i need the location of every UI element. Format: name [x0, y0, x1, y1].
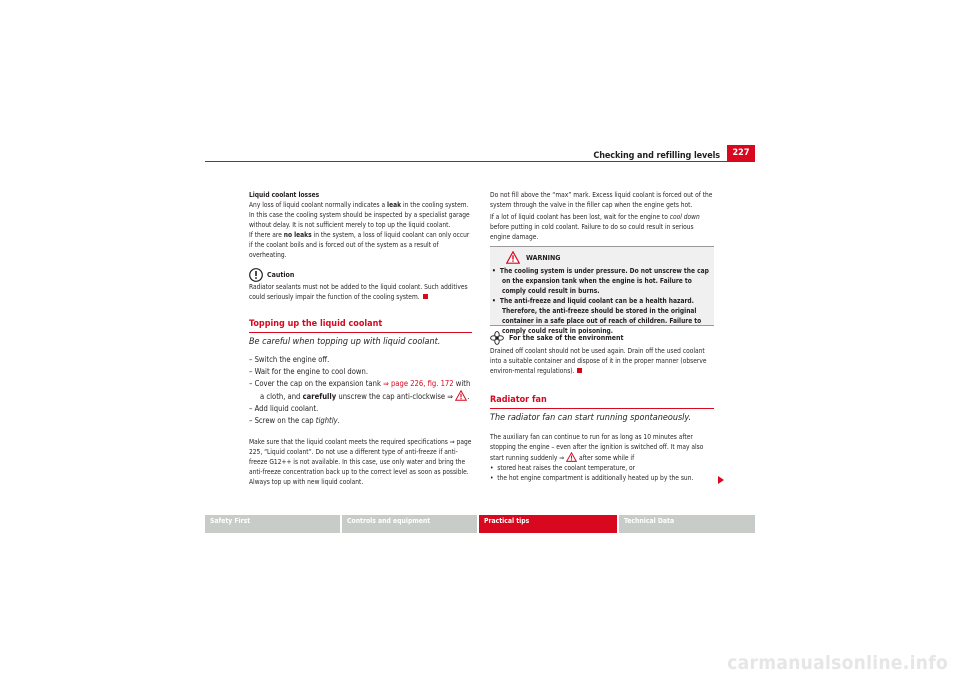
footer-tab-controls-and-equipment[interactable]: Controls and equipment: [342, 515, 477, 533]
warning-triangle-icon: [506, 251, 520, 264]
coolant-lost-paragraph: If a lot of liquid coolant has been lost, wait for the engine to cool down before putting in cold coolant. Failure to do so could result in serious engine damage.: [490, 213, 700, 241]
page-number: 227: [727, 145, 755, 162]
end-of-section-icon: [577, 368, 582, 373]
topping-title: Topping up the liquid coolant: [249, 319, 383, 329]
footer-tab-safety-first[interactable]: Safety First: [205, 515, 340, 533]
caution-label: Caution: [267, 271, 295, 279]
fan-title-rule: [490, 408, 714, 409]
topping-section: [249, 319, 472, 348]
topping-subtitle: Be careful when topping up with liquid coolant.: [249, 337, 441, 347]
header-divider: [205, 161, 755, 162]
leaks-heading: Liquid coolant losses: [249, 191, 320, 199]
warning-box: [490, 246, 714, 335]
step-switch-off: – Switch the engine off.: [249, 355, 330, 364]
step-screw-cap: – Screw on the cap tightly.: [249, 416, 340, 425]
fan-section: [490, 395, 714, 424]
new-coolant-paragraph: Always top up with new liquid coolant.: [249, 478, 364, 486]
warning-triangle-icon: [566, 452, 577, 462]
right-column: [490, 190, 714, 242]
topping-title-rule: [249, 332, 472, 333]
footer-tab-practical-tips[interactable]: Practical tips: [479, 515, 617, 533]
caution-icon: [249, 268, 263, 282]
fan-title: Radiator fan: [490, 395, 547, 405]
warning-header: [506, 251, 560, 264]
fan-bullet-heat: • stored heat raises the coolant temperature, or: [490, 464, 636, 472]
environment-label: For the sake of the environment: [509, 334, 624, 342]
next-page-arrow-icon[interactable]: [718, 476, 724, 484]
specification-paragraph: Make sure that the liquid coolant meets the required specifications ⇒ page 225, “Liquid coolant”. Do not use a different type of anti-freeze if anti-freeze G12++ is not available. In this case, use only water and bring the anti-freeze concentration back up to the correct level as soon as possible.: [249, 438, 472, 476]
fan-subtitle: The radiator fan can start running spontaneously.: [490, 413, 692, 423]
max-mark-paragraph: Do not fill above the “max” mark. Excess liquid coolant is forced out of the system through the valve in the filler cap when the engine gets hot.: [490, 191, 713, 209]
environment-header: [490, 331, 714, 345]
caution-header: [249, 268, 472, 282]
leaks-paragraph-1: Any loss of liquid coolant normally indicates a leak in the cooling system. In this case the cooling system should be inspected by a specialist garage without delay. It is not sufficient merely to top up the liquid coolant.: [249, 201, 470, 229]
environment-text: Drained off coolant should not be used again. Drain off the used coolant into a suitable container and dispose of it in the proper manner (observe environ-mental regulations).: [490, 347, 707, 375]
left-column: [249, 190, 472, 487]
warning-triangle-icon: [455, 390, 467, 401]
page-reference-link[interactable]: ⇒ page 226, fig. 172: [383, 379, 454, 388]
warning-content: [492, 266, 712, 336]
environment-section: [490, 331, 714, 483]
footer-tab-technical-data[interactable]: Technical Data: [619, 515, 755, 533]
warning-bullet-health: • The anti-freeze and liquid coolant can be a health hazard. Therefore, the anti-freeze should be stored in the original container in a safe place out of reach of children. Failure to comply could result in poisoning.: [492, 297, 702, 335]
end-of-section-icon: [423, 294, 428, 299]
topping-steps: [249, 354, 472, 427]
caution-text: Radiator sealants must not be added to the liquid coolant. Such additives could seriously impair the function of the cooling system.: [249, 283, 468, 301]
step-unscrew-cap: – Cover the cap on the expansion tank ⇒ page 226, fig. 172 with a cloth, and carefully unscrew the cap anti-clockwise ⇒ .: [249, 379, 471, 401]
running-header-title: Checking and refilling levels: [593, 151, 720, 161]
warning-bullet-pressure: • The cooling system is under pressure. Do not unscrew the cap on the expansion tank when the engine is hot. Failure to comply could result in burns.: [492, 267, 709, 295]
leaks-paragraph-2: If there are no leaks in the system, a loss of liquid coolant can only occur if the coolant boils and is forced out of the system as a result of overheating.: [249, 231, 470, 259]
watermark: carmanualsonline.info: [727, 652, 948, 674]
environment-flower-icon: [490, 331, 504, 345]
fan-bullet-sun: • the hot engine compartment is additionally heated up by the sun.: [490, 474, 694, 482]
step-cool-down: – Wait for the engine to cool down.: [249, 367, 369, 376]
warning-label: WARNING: [526, 253, 561, 262]
step-add-coolant: – Add liquid coolant.: [249, 404, 319, 413]
fan-paragraph: The auxiliary fan can continue to run for as long as 10 minutes after stopping the engine – even after the ignition is switched off. It may also start running suddenly ⇒ after some while if: [490, 433, 704, 462]
